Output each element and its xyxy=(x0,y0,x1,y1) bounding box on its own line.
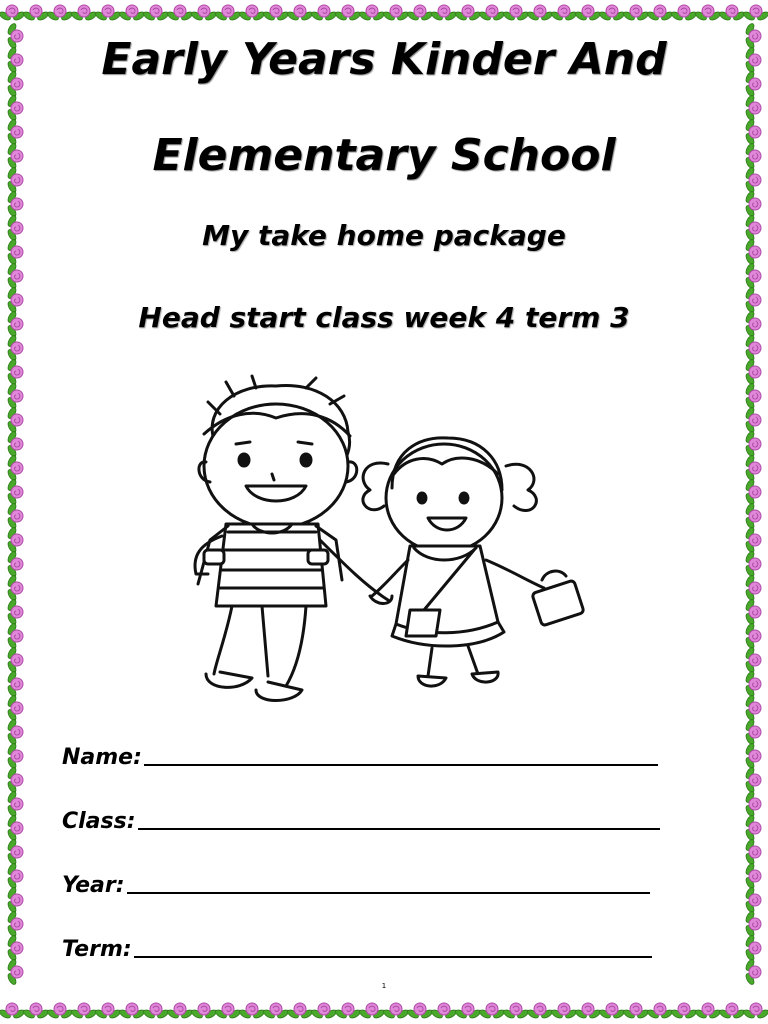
flower-motif xyxy=(6,646,23,673)
flower-motif xyxy=(6,622,23,649)
flower-motif xyxy=(6,958,23,985)
flower-motif xyxy=(744,478,761,505)
flower-motif xyxy=(358,1003,385,1020)
flower-motif xyxy=(744,46,761,73)
flower-motif xyxy=(742,1003,768,1020)
flower-motif xyxy=(622,5,649,22)
flower-motif xyxy=(214,5,241,22)
flower-motif xyxy=(6,934,23,961)
flower-motif xyxy=(6,430,23,457)
flower-motif xyxy=(744,430,761,457)
flower-motif xyxy=(744,886,761,913)
flower-motif xyxy=(744,358,761,385)
flower-motif xyxy=(430,1003,457,1020)
children-illustration xyxy=(156,374,616,714)
flower-motif xyxy=(744,862,761,889)
flower-motif xyxy=(334,1003,361,1020)
flower-motif xyxy=(526,1003,553,1020)
flower-motif xyxy=(598,1003,625,1020)
flower-motif xyxy=(744,694,761,721)
flower-motif xyxy=(6,166,23,193)
flower-motif xyxy=(744,838,761,865)
flower-motif xyxy=(478,1003,505,1020)
flower-motif xyxy=(262,5,289,22)
flower-motif xyxy=(6,334,23,361)
flower-motif xyxy=(382,1003,409,1020)
flower-motif xyxy=(718,5,745,22)
flower-motif xyxy=(744,502,761,529)
term-write-line[interactable] xyxy=(134,956,652,958)
flower-motif xyxy=(6,22,23,49)
flower-motif xyxy=(744,22,761,49)
term-field[interactable] xyxy=(62,928,652,962)
flower-motif xyxy=(310,1003,337,1020)
flower-motif xyxy=(6,694,23,721)
flower-motif xyxy=(6,670,23,697)
name-field[interactable] xyxy=(62,736,658,770)
flower-motif xyxy=(526,5,553,22)
flower-motif xyxy=(454,1003,481,1020)
flower-motif xyxy=(6,46,23,73)
flower-motif xyxy=(6,94,23,121)
year-label: Year: xyxy=(62,873,125,898)
flower-motif xyxy=(744,94,761,121)
flower-motif xyxy=(744,214,761,241)
flower-motif xyxy=(6,190,23,217)
flower-motif xyxy=(744,70,761,97)
flower-motif xyxy=(6,238,23,265)
flower-motif xyxy=(744,958,761,985)
flower-motif xyxy=(744,406,761,433)
class-label: Class: xyxy=(62,809,136,834)
flower-motif xyxy=(574,5,601,22)
flower-motif xyxy=(744,598,761,625)
flower-motif xyxy=(718,1003,745,1020)
flower-motif xyxy=(6,814,23,841)
flower-motif xyxy=(286,5,313,22)
flower-motif xyxy=(70,1003,97,1020)
flower-motif xyxy=(694,5,721,22)
name-write-line[interactable] xyxy=(144,764,658,766)
flower-motif xyxy=(744,814,761,841)
flower-motif xyxy=(238,5,265,22)
flower-motif xyxy=(430,5,457,22)
flower-motif xyxy=(22,1003,49,1020)
flower-motif xyxy=(406,1003,433,1020)
flower-motif xyxy=(6,118,23,145)
name-label: Name: xyxy=(62,745,142,770)
cover-page xyxy=(38,24,730,992)
flower-motif xyxy=(46,5,73,22)
flower-motif xyxy=(6,382,23,409)
flower-motif xyxy=(334,5,361,22)
flower-motif xyxy=(406,5,433,22)
flower-motif xyxy=(744,454,761,481)
flower-motif xyxy=(6,838,23,865)
flower-motif xyxy=(142,1003,169,1020)
flower-motif xyxy=(190,5,217,22)
flower-motif xyxy=(310,5,337,22)
flower-motif xyxy=(94,5,121,22)
flower-motif xyxy=(744,622,761,649)
flower-motif xyxy=(6,70,23,97)
flower-motif xyxy=(6,358,23,385)
flower-motif xyxy=(46,1003,73,1020)
class-field[interactable] xyxy=(62,800,660,834)
flower-motif xyxy=(454,5,481,22)
flower-motif xyxy=(744,334,761,361)
flower-motif xyxy=(358,5,385,22)
girl-figure xyxy=(363,438,584,686)
flower-motif xyxy=(6,262,23,289)
flower-motif xyxy=(744,142,761,169)
flower-motif xyxy=(478,5,505,22)
school-name-line-2: Elementary School xyxy=(152,130,616,181)
school-name-line-1: Early Years Kinder And xyxy=(101,34,667,85)
flower-motif xyxy=(744,382,761,409)
flower-motif xyxy=(646,5,673,22)
flower-motif xyxy=(744,646,761,673)
flower-motif xyxy=(744,766,761,793)
flower-motif xyxy=(744,238,761,265)
year-write-line[interactable] xyxy=(127,892,650,894)
flower-motif xyxy=(6,502,23,529)
flower-motif xyxy=(6,406,23,433)
flower-motif xyxy=(118,1003,145,1020)
flower-motif xyxy=(742,5,768,22)
flower-motif xyxy=(744,670,761,697)
flower-motif xyxy=(118,5,145,22)
flower-motif xyxy=(598,5,625,22)
flower-motif xyxy=(6,478,23,505)
boy-figure xyxy=(195,376,388,701)
flower-motif xyxy=(6,910,23,937)
flower-motif xyxy=(744,262,761,289)
flower-motif xyxy=(6,142,23,169)
flower-motif xyxy=(744,718,761,745)
flower-motif xyxy=(0,1003,26,1020)
flower-motif xyxy=(502,1003,529,1020)
flower-motif xyxy=(670,1003,697,1020)
flower-motif xyxy=(744,910,761,937)
flower-motif xyxy=(142,5,169,22)
flower-motif xyxy=(166,5,193,22)
flower-motif xyxy=(238,1003,265,1020)
flower-motif xyxy=(22,5,49,22)
flower-motif xyxy=(574,1003,601,1020)
flower-motif xyxy=(6,886,23,913)
flower-motif xyxy=(6,598,23,625)
flower-motif xyxy=(94,1003,121,1020)
flower-motif xyxy=(382,5,409,22)
flower-motif xyxy=(214,1003,241,1020)
term-label: Term: xyxy=(62,937,132,962)
flower-motif xyxy=(6,574,23,601)
flower-motif xyxy=(166,1003,193,1020)
flower-motif xyxy=(6,526,23,553)
flower-motif xyxy=(646,1003,673,1020)
flower-motif xyxy=(502,5,529,22)
flower-motif xyxy=(670,5,697,22)
package-subtitle: My take home package xyxy=(202,219,566,252)
flower-motif xyxy=(0,5,26,22)
flower-motif xyxy=(6,862,23,889)
flower-motif xyxy=(6,454,23,481)
flower-motif xyxy=(744,742,761,769)
class-write-line[interactable] xyxy=(138,828,660,830)
flower-motif xyxy=(6,286,23,313)
flower-motif xyxy=(744,550,761,577)
flower-motif xyxy=(6,214,23,241)
flower-motif xyxy=(262,1003,289,1020)
flower-motif xyxy=(550,5,577,22)
flower-motif xyxy=(744,118,761,145)
flower-motif xyxy=(694,1003,721,1020)
flower-motif xyxy=(744,934,761,961)
page-number: 1 xyxy=(381,982,387,990)
class-week-term: Head start class week 4 term 3 xyxy=(138,301,630,334)
flower-motif xyxy=(744,310,761,337)
flower-motif xyxy=(744,166,761,193)
flower-motif xyxy=(6,550,23,577)
flower-motif xyxy=(70,5,97,22)
flower-motif xyxy=(6,742,23,769)
flower-motif xyxy=(6,718,23,745)
flower-motif xyxy=(550,1003,577,1020)
flower-motif xyxy=(744,190,761,217)
flower-motif xyxy=(286,1003,313,1020)
flower-motif xyxy=(744,574,761,601)
flower-motif xyxy=(744,790,761,817)
flower-motif xyxy=(622,1003,649,1020)
flower-motif xyxy=(190,1003,217,1020)
flower-motif xyxy=(6,310,23,337)
flower-motif xyxy=(744,286,761,313)
flower-motif xyxy=(6,766,23,793)
year-field[interactable] xyxy=(62,864,650,898)
flower-motif xyxy=(744,526,761,553)
flower-motif xyxy=(6,790,23,817)
